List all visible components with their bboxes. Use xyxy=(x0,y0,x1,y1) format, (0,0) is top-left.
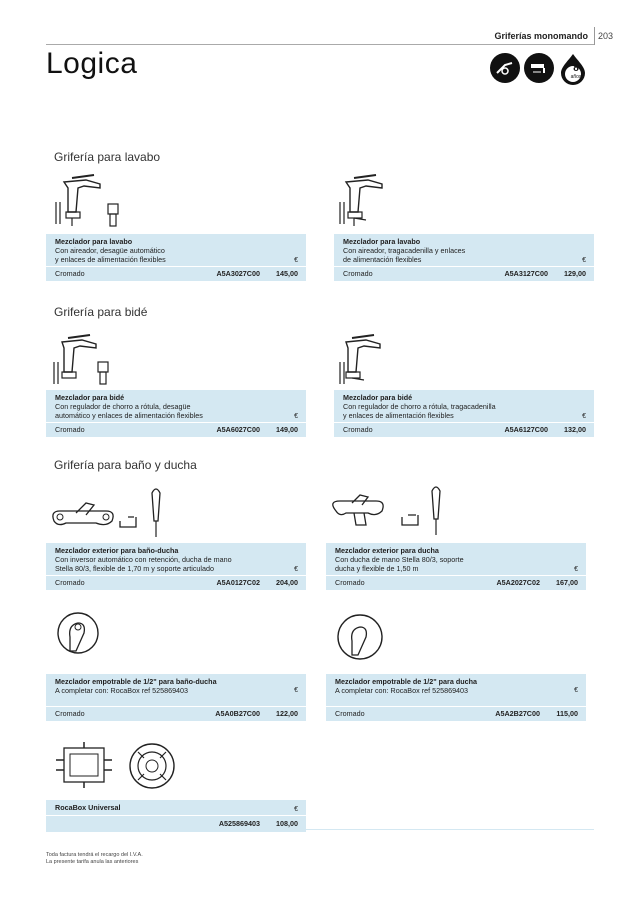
product-desc-line2: y enlaces de alimentación flexibles xyxy=(55,255,166,264)
product-desc-line2 xyxy=(335,695,577,704)
product-name: RocaBox Universal xyxy=(55,803,121,812)
finish-label: Cromado xyxy=(55,425,85,434)
footer-note-tariff: La presente tarifa anula las anteriores xyxy=(46,859,139,865)
product-name: Mezclador para lavabo xyxy=(343,237,421,246)
section-title-bide: Grifería para bidé xyxy=(54,305,148,319)
product-card xyxy=(46,328,306,437)
product-name: Mezclador para lavabo xyxy=(55,237,133,246)
page-title: Logica xyxy=(46,47,138,80)
currency-label: € xyxy=(294,257,298,264)
footer-notes xyxy=(46,852,143,866)
product-price: 132,00 xyxy=(564,425,586,434)
product-desc-line1: Con ducha de mano Stella 80/3, soporte xyxy=(335,555,464,564)
product-name: Mezclador para bidé xyxy=(343,393,413,402)
product-desc-line1: Con aireador, tragacadenilla y enlaces xyxy=(343,246,466,255)
product-info-box xyxy=(326,543,586,590)
product-card xyxy=(46,611,306,721)
product-card xyxy=(46,172,306,281)
product-image xyxy=(326,481,586,543)
product-code: A5A2027C02 xyxy=(496,578,540,587)
product-name: Mezclador exterior para ducha xyxy=(335,546,439,555)
section-title-bano-ducha: Grifería para baño y ducha xyxy=(54,458,197,472)
currency-label: € xyxy=(294,413,298,420)
product-info-box xyxy=(334,390,594,437)
currency-label: € xyxy=(294,566,298,573)
product-desc-line2: Stella 80/3, flexible de 1,70 m y soporte articulado xyxy=(55,564,215,573)
product-price: 149,00 xyxy=(276,425,298,434)
product-info-box xyxy=(46,800,306,832)
finish-label: Cromado xyxy=(55,709,85,718)
product-desc-line2: automático y enlaces de alimentación flexibles xyxy=(55,411,203,420)
product-code: A5A3027C00 xyxy=(216,269,260,278)
currency-label: € xyxy=(574,687,578,694)
currency-label: € xyxy=(574,566,578,573)
product-desc-line1: A completar con: RocaBox ref 525869403 xyxy=(335,686,469,695)
eco-flow-icon xyxy=(524,53,554,83)
finish-label: Cromado xyxy=(335,709,365,718)
product-name: Mezclador empotrable de 1/2" para baño-ducha xyxy=(55,677,217,686)
section-title-lavabo: Grifería para lavabo xyxy=(54,150,161,164)
product-code: A525869403 xyxy=(218,819,260,828)
warranty-years-label: 8 xyxy=(573,63,579,74)
product-price: 145,00 xyxy=(276,269,298,278)
currency-label: € xyxy=(582,413,586,420)
product-code: A5A6127C00 xyxy=(504,425,548,434)
finish-label: Cromado xyxy=(55,269,85,278)
product-desc-line1: Con regulador de chorro a rótula, desagüe xyxy=(55,402,191,411)
product-code: A5A0B27C00 xyxy=(215,709,260,718)
warranty-unit-label: años xyxy=(570,74,582,80)
header-category: Griferías monomando xyxy=(494,31,588,41)
product-desc-line2 xyxy=(55,695,297,704)
product-code: A5A0127C02 xyxy=(216,578,260,587)
product-image xyxy=(46,738,306,800)
header-divider xyxy=(594,27,595,45)
product-price: 204,00 xyxy=(276,578,298,587)
page-number: 203 xyxy=(598,31,614,41)
product-info-box xyxy=(46,674,306,721)
product-image xyxy=(46,328,306,390)
product-desc-line1: A completar con: RocaBox ref 525869403 xyxy=(55,686,189,695)
currency-label: € xyxy=(294,806,298,813)
product-card xyxy=(46,481,306,590)
header-rule xyxy=(46,44,594,45)
currency-label: € xyxy=(582,257,586,264)
product-card xyxy=(326,481,586,590)
product-code: A5A3127C00 xyxy=(504,269,548,278)
product-image xyxy=(334,328,594,390)
product-card xyxy=(46,738,306,832)
product-info-box xyxy=(46,390,306,437)
product-name: Mezclador para bidé xyxy=(55,393,125,402)
finish-label: Cromado xyxy=(335,578,365,587)
lever-icon xyxy=(490,53,520,83)
product-desc-line1: Con inversor automático con retención, ducha de mano xyxy=(55,555,232,564)
table-bottom-band xyxy=(46,829,594,830)
product-image xyxy=(326,611,586,674)
product-code: A5A2B27C00 xyxy=(495,709,540,718)
currency-label: € xyxy=(294,687,298,694)
product-price: 115,00 xyxy=(556,709,578,718)
product-info-box xyxy=(46,543,306,590)
product-card xyxy=(334,328,594,437)
finish-label: Cromado xyxy=(343,425,373,434)
product-price: 167,00 xyxy=(556,578,578,587)
product-image xyxy=(46,481,306,543)
finish-label: Cromado xyxy=(55,578,85,587)
footer-note-vat: Toda factura tendrá el recargo del I.V.A. xyxy=(46,852,143,858)
product-info-box xyxy=(326,674,586,721)
product-name: Mezclador exterior para baño-ducha xyxy=(55,546,179,555)
product-desc-line1: Con aireador, desagüe automático xyxy=(55,246,165,255)
product-desc-line1: Con regulador de chorro a rótula, tragacadenilla xyxy=(343,402,496,411)
product-price: 108,00 xyxy=(276,819,298,828)
product-code: A5A6027C00 xyxy=(216,425,260,434)
product-desc-line2: ducha y flexible de 1,50 m xyxy=(335,564,419,573)
product-desc-line2: y enlaces de alimentación flexibles xyxy=(343,411,454,420)
product-card xyxy=(334,172,594,281)
product-image xyxy=(334,172,594,234)
product-info-box xyxy=(334,234,594,281)
product-info-box xyxy=(46,234,306,281)
product-card xyxy=(326,611,586,721)
product-image xyxy=(46,172,306,234)
finish-label: Cromado xyxy=(343,269,373,278)
product-price: 129,00 xyxy=(564,269,586,278)
product-price: 122,00 xyxy=(276,709,298,718)
product-desc-line2: de alimentación flexibles xyxy=(343,255,422,264)
product-name: Mezclador empotrable de 1/2" para ducha xyxy=(335,677,478,686)
product-image xyxy=(46,611,306,674)
